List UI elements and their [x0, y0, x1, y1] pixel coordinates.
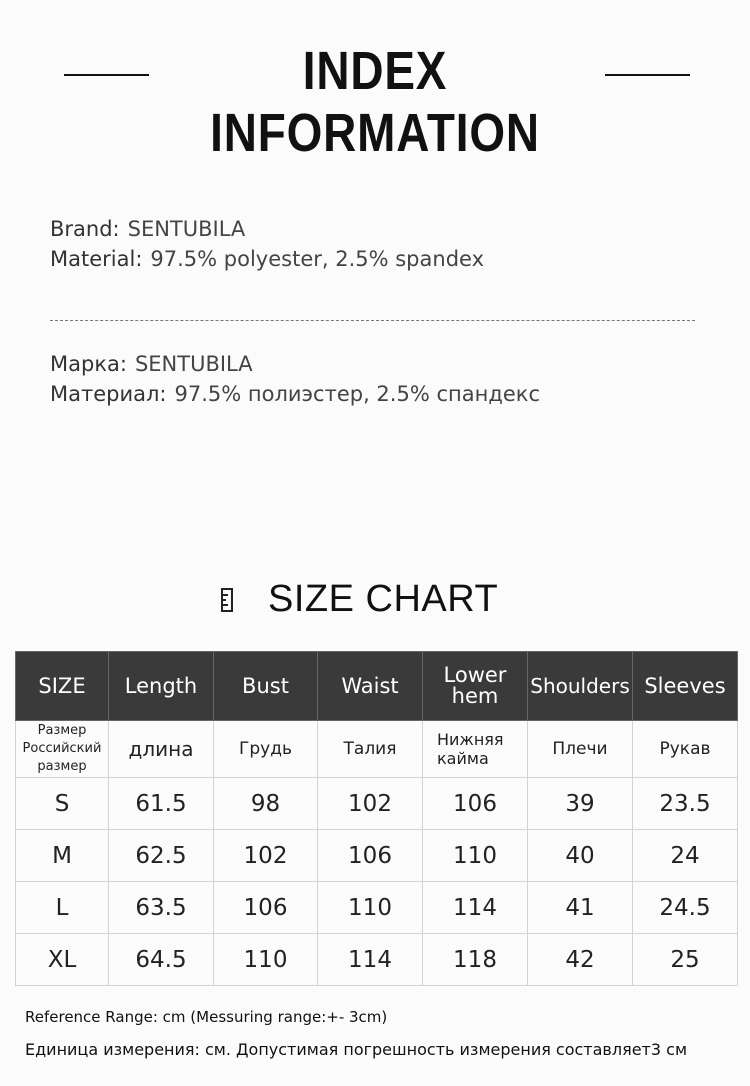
ruler-icon	[221, 588, 233, 612]
ru-size-label: Размер Российский размер	[16, 721, 109, 778]
col-header-length: Length	[109, 652, 214, 721]
size-chart-header	[0, 578, 750, 624]
cell-sleeves: 24.5	[633, 882, 738, 934]
title-divider-left	[64, 74, 149, 76]
reference-range-note-ru: Единица измерения: см. Допустимая погрешность измерения составляет3 см	[25, 1040, 688, 1059]
material-row-ru	[50, 379, 540, 409]
col-header-waist: Waist	[318, 652, 423, 721]
cell-bust: 98	[214, 778, 318, 830]
ru-shoulders-label: Плечи	[528, 721, 633, 778]
col-header-sleeves: Sleeves	[633, 652, 738, 721]
ru-lower-hem-label: Нижняя кайма	[423, 721, 528, 778]
col-header-shoulders: Shoulders	[528, 652, 633, 721]
cell-bust: 102	[214, 830, 318, 882]
cell-size: S	[16, 778, 109, 830]
material-row	[50, 244, 484, 274]
cell-lower-hem: 114	[423, 882, 528, 934]
brand-row-ru	[50, 349, 540, 379]
dashed-divider	[50, 320, 695, 321]
cell-lower-hem: 110	[423, 830, 528, 882]
size-chart-table	[15, 651, 738, 986]
cell-size: M	[16, 830, 109, 882]
cell-shoulders: 39	[528, 778, 633, 830]
material-value: 97.5% polyester, 2.5% spandex	[150, 247, 485, 271]
cell-waist: 102	[318, 778, 423, 830]
cell-bust: 106	[214, 882, 318, 934]
material-value-ru: 97.5% полиэстер, 2.5% спандекс	[174, 382, 540, 406]
table-header-row	[16, 652, 738, 721]
cell-length: 64.5	[109, 934, 214, 986]
ru-length-label: длина	[109, 721, 214, 778]
size-chart-title: SIZE CHART	[268, 578, 499, 620]
ru-waist-label: Талия	[318, 721, 423, 778]
ru-bust-label: Грудь	[214, 721, 318, 778]
table-row	[16, 778, 738, 830]
material-label-ru: Материал:	[50, 382, 167, 406]
cell-length: 61.5	[109, 778, 214, 830]
cell-waist: 106	[318, 830, 423, 882]
table-row	[16, 830, 738, 882]
col-header-size: SIZE	[16, 652, 109, 721]
material-label: Material:	[50, 247, 143, 271]
page-title: INDEX INFORMATION	[210, 41, 540, 163]
cell-size: XL	[16, 934, 109, 986]
reference-range-note: Reference Range: cm (Messuring range:+- 3cm)	[25, 1008, 388, 1026]
brand-row	[50, 214, 484, 244]
product-info-en	[50, 214, 484, 274]
cell-shoulders: 41	[528, 882, 633, 934]
brand-value: SENTUBILA	[127, 217, 246, 241]
cell-sleeves: 24	[633, 830, 738, 882]
col-header-bust: Bust	[214, 652, 318, 721]
table-row	[16, 882, 738, 934]
cell-shoulders: 42	[528, 934, 633, 986]
brand-label: Brand:	[50, 217, 120, 241]
cell-size: L	[16, 882, 109, 934]
col-header-lower-hem: Lower hem	[423, 652, 528, 721]
cell-sleeves: 23.5	[633, 778, 738, 830]
table-row	[16, 934, 738, 986]
cell-waist: 110	[318, 882, 423, 934]
table-row-russian-labels	[16, 721, 738, 778]
cell-bust: 110	[214, 934, 318, 986]
index-information-header	[0, 40, 750, 163]
cell-length: 62.5	[109, 830, 214, 882]
cell-shoulders: 40	[528, 830, 633, 882]
cell-lower-hem: 106	[423, 778, 528, 830]
brand-label-ru: Марка:	[50, 352, 127, 376]
ru-sleeves-label: Рукав	[633, 721, 738, 778]
brand-value-ru: SENTUBILA	[134, 352, 253, 376]
title-divider-right	[605, 74, 690, 76]
cell-lower-hem: 118	[423, 934, 528, 986]
cell-sleeves: 25	[633, 934, 738, 986]
cell-length: 63.5	[109, 882, 214, 934]
product-info-ru	[50, 349, 540, 409]
cell-waist: 114	[318, 934, 423, 986]
